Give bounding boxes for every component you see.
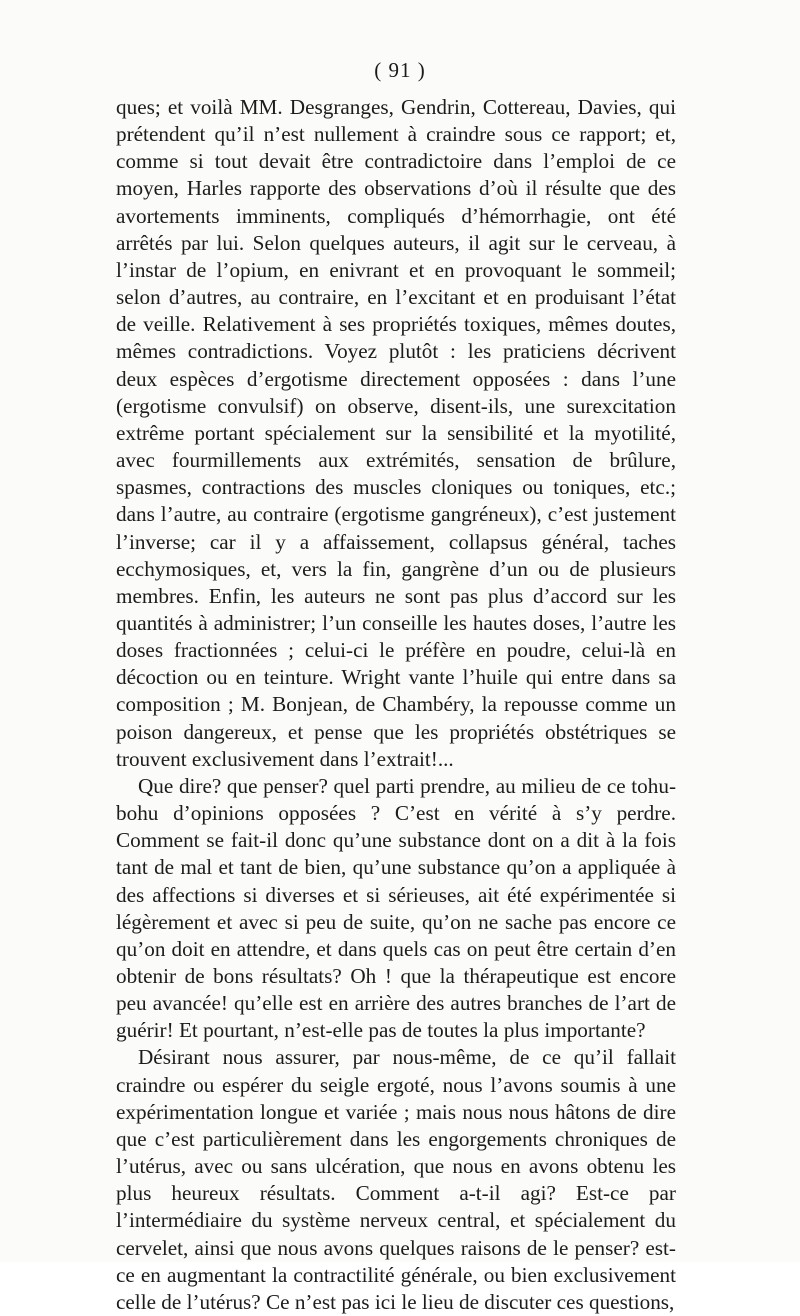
body-text <box>116 94 676 1316</box>
paragraph-continuation: ques; et voilà MM. Desgranges, Gendrin, Cottereau, Davies, qui prétendent qu’il n’est nullement à craindre sous ce rapport; et, comme si tout devait être contradictoire dans l’emploi de ce moyen, Harles rapporte des observations d’où il résulte que des avortements imminents, compliqués d’hémorrhagie, ont été arrêtés par lui. Selon quelques auteurs, il agit sur le cerveau, à l’instar de l’opium, en enivrant et en provoquant le sommeil; selon d’autres, au contraire, en l’excitant et en produisant l’état de veille. Relativement à ses propriétés toxiques, mêmes doutes, mêmes contradictions. Voyez plutôt : les praticiens décrivent deux espèces d’ergotisme directement opposées : dans l’une (ergotisme convulsif) on observe, disent-ils, une surexcitation extrême portant spécialement sur la sensibilité et la myotilité, avec fourmillements aux extrémités, sensation de brûlure, spasmes, contractions des muscles cloniques ou toniques, etc.; dans l’autre, au contraire (ergotisme gangréneux), c’est justement l’inverse; car il y a affaissement, collapsus général, taches ecchymosiques, et, vers la fin, gangrène d’un ou de plusieurs membres. Enfin, les auteurs ne sont pas plus d’accord sur les quantités à administrer; l’un conseille les hautes doses, l’autre les doses fractionnées ; celui-ci le préfère en poudre, celui-là en décoction ou en teinture. Wright vante l’huile qui entre dans sa composition ; M. Bonjean, de Chambéry, la repousse comme un poison dangereux, et pense que les propriétés obstétriques se trouvent exclusivement dans l’extrait!... <box>116 95 676 771</box>
page-number: ( 91 ) <box>374 58 426 82</box>
paragraph-que-dire: Que dire? que penser? quel parti prendre, au milieu de ce tohu-bohu d’opinions opposées ? C’est en vérité à s’y perdre. Comment se fait-il donc qu’une substance dont on a dit à la fois tant de mal et tant de bien, qu’une substance qu’on a appliquée à des affections si diverses et si sérieuses, ait été expérimentée si légèrement et avec si peu de suite, qu’on ne sache pas encore ce qu’on doit en attendre, et dans quels cas on peut être certain d’en obtenir de bons résultats? Oh ! que la thérapeutique est encore peu avancée! qu’elle est en arrière des autres branches de l’art de guérir! Et pourtant, n’est-elle pas de toutes la plus importante? <box>116 773 676 1043</box>
paragraph-desirant: Désirant nous assurer, par nous-même, de ce qu’il fallait craindre ou espérer du seigle ergoté, nous l’avons soumis à une expérimentation longue et variée ; mais nous nous hâtons de dire que c’est particulièrement dans les engorgements chroniques de l’utérus, avec ou sans ulcération, que nous en avons obtenu les plus heureux résultats. Comment a-t-il agi? Est-ce par l’intermédiaire du système nerveux central, et spécialement du cervelet, ainsi que nous avons quelques raisons de le penser? est-ce en augmentant la contractilité générale, ou bien exclusivement celle de l’utérus? Ce n’est pas ici le lieu de discuter ces questions, <box>116 1045 676 1314</box>
